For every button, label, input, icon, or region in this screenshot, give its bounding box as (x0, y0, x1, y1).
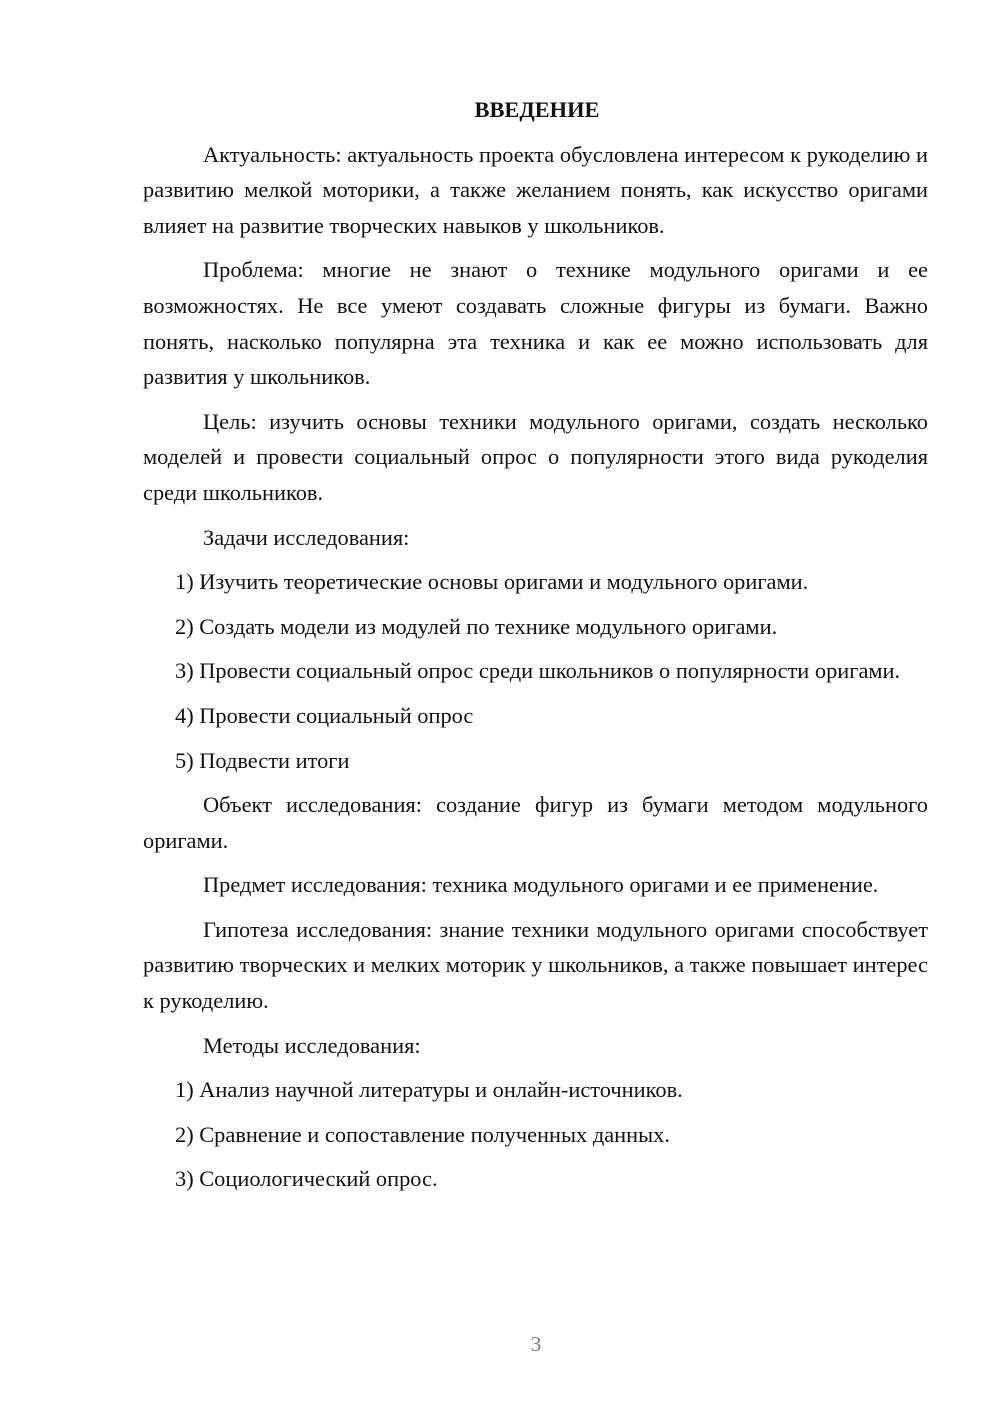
page-content (143, 92, 928, 1206)
task-item-4: 4) Провести социальный опрос (175, 702, 474, 728)
problem-paragraph: Проблема: многие не знают о технике модульного оригами и ее возможностях. Не все умеют создавать сложные фигуры из бумаги. Важно понять, насколько популярна эта техника и как ее можно использовать для развития у школьников. (143, 257, 928, 390)
methods-heading: Методы исследования: (203, 1032, 421, 1058)
task-item-3: 3) Провести социальный опрос среди школьников о популярности оригами. (175, 658, 901, 684)
method-item-1: 1) Анализ научной литературы и онлайн-источников. (175, 1077, 683, 1103)
method-item-3: 3) Социологический опрос. (175, 1166, 438, 1192)
method-item-2: 2) Сравнение и сопоставление полученных данных. (175, 1121, 670, 1147)
task-item-2: 2) Создать модели из модулей по технике модульного оригами. (175, 613, 778, 639)
section-title: ВВЕДЕНИЕ (474, 97, 600, 122)
tasks-heading: Задачи исследования: (203, 524, 410, 550)
task-item-1: 1) Изучить теоретические основы оригами и модульного оригами. (175, 569, 809, 595)
hypothesis-paragraph: Гипотеза исследования: знание техники модульного оригами способствует развитию творческих и мелких моторик у школьников, а также повышает интерес к рукоделию. (143, 916, 928, 1014)
task-item-5: 5) Подвести итоги (175, 747, 350, 773)
goal-paragraph: Цель: изучить основы техники модульного оригами, создать несколько моделей и провести социальный опрос о популярности этого вида рукоделия среди школьников. (143, 408, 928, 505)
subject-paragraph: Предмет исследования: техника модульного оригами и ее применение. (203, 872, 879, 898)
page-number: 3 (530, 1332, 542, 1356)
relevance-paragraph: Актуальность: актуальность проекта обусловлена интересом к рукоделию и развитию мелкой моторики, а также желанием понять, как искусство оригами влияет на развитие творческих навыков у школьников. (143, 141, 928, 238)
object-paragraph: Объект исследования: создание фигур из бумаги методом модульного оригами. (143, 792, 928, 853)
